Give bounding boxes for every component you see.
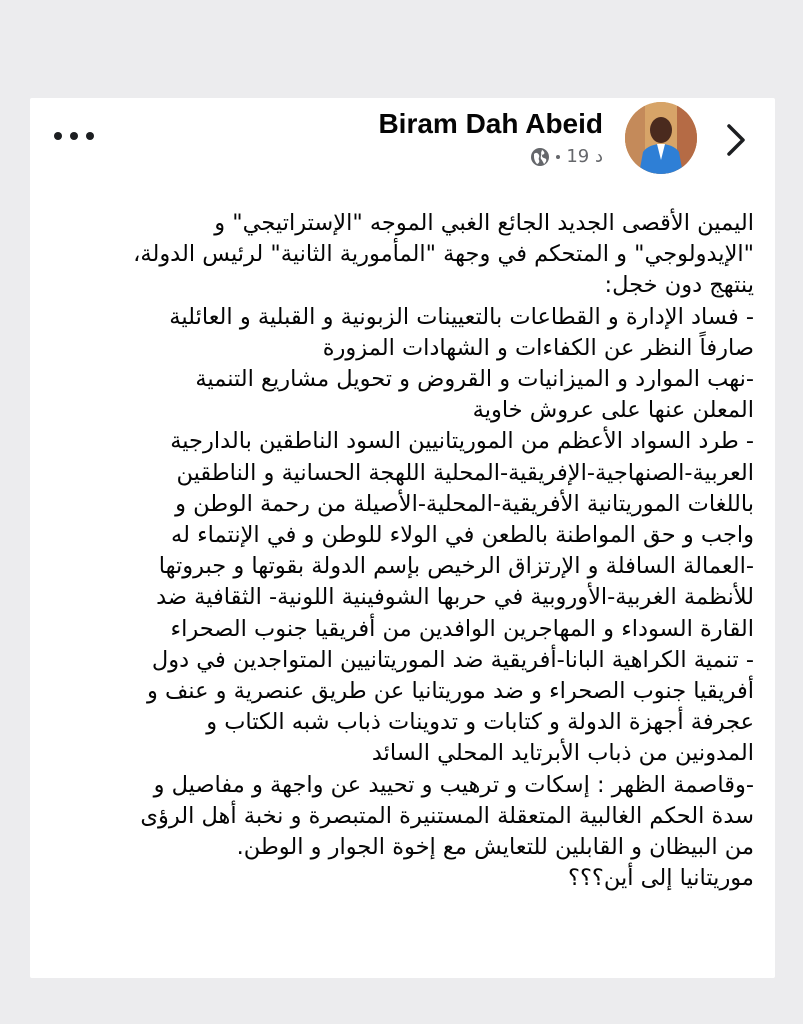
post-line: موريتانيا إلى أين؟؟؟ (568, 865, 754, 892)
post-line: عجرفة أجهزة الدولة و كتابات و تدوينات ذباب شبه الكتاب و (206, 709, 754, 736)
post-line: للأنظمة الغربية-الأوروبية في حربها الشوفينية اللونية- الثقافية ضد (156, 584, 754, 611)
chevron-right-icon[interactable] (721, 120, 751, 160)
post-line: ينتهج دون خجل: (604, 272, 754, 299)
post-line: من البيظان و القابلين للتعايش مع إخوة الجوار و الوطن. (236, 834, 754, 861)
post-line: القارة السوداء و المهاجرين الوافدين من أفريقيا جنوب الصحراء (170, 615, 754, 642)
post-line: اليمين الأقصى الجديد الجائع الغبي الموجه "الإستراتيجي" و (214, 210, 754, 236)
more-dot (86, 132, 94, 140)
post-line: أفريقيا جنوب الصحراء و ضد موريتانيا عن طريق عنصرية و عنف و (146, 678, 754, 705)
post-line: -نهب الموارد و الميزانيات و القروض و تحويل مشاريع التنمية (195, 366, 754, 393)
post-text (54, 208, 754, 894)
post-line: العربية-الصنهاجية-الإفريقية-المحلية اللهجة الحسانية و الناطقين (176, 459, 754, 486)
meta-separator (556, 155, 560, 159)
post-card (30, 98, 775, 978)
post-line: المدونين من ذباب الأبرتايد المحلي السائد (371, 740, 754, 767)
post-line: - تنمية الكراهية البانا-أفريقية ضد الموريتانيين المتواجدين في دول (151, 646, 754, 673)
avatar-photo (625, 102, 697, 174)
post-line: - طرد السواد الأعظم من الموريتانيين السود الناطقين بالدارجية (170, 428, 754, 455)
post-line: المعلن عنها على عروش خاوية (472, 397, 754, 424)
globe-icon (530, 147, 550, 167)
post-meta (530, 146, 603, 167)
more-dot (70, 132, 78, 140)
post-line: -وقاصمة الظهر : إسكات و ترهيب و تحييد عن واجهة و مفاصيل و (153, 771, 754, 798)
post-line: صارفاً النظر عن الكفاءات و الشهادات المزورة (322, 334, 754, 361)
post-line: واجب و حق المواطنة بالطعن في الولاء للوطن و في الإنتماء له (171, 522, 754, 549)
post-line: باللغات الموريتانية الأفريقية-المحلية-الأصيلة من رحمة الوطن و (175, 490, 754, 517)
post-header (30, 98, 775, 198)
avatar[interactable] (625, 102, 697, 174)
post-line: - فساد الإدارة و القطاعات بالتعيينات الزبونية و القبلية و العائلية (169, 303, 754, 330)
more-options-button[interactable] (54, 126, 94, 146)
post-line: -العمالة السافلة و الإرتزاق الرخيص بإسم الدولة بقوتها و جبروتها (158, 553, 754, 580)
post-line: سدة الحكم الغالبية المتعقلة المستنيرة المتبصرة و نخبة أهل الرؤى (140, 802, 754, 829)
more-horizontal-icon (54, 132, 62, 140)
post-time[interactable]: 19 د (566, 146, 603, 167)
author-name[interactable]: Biram Dah Abeid (378, 108, 603, 139)
post-line: "الإيدولوجي" و المتحكم في وجهة "المأمورية الثانية" لرئيس الدولة، (133, 241, 754, 268)
